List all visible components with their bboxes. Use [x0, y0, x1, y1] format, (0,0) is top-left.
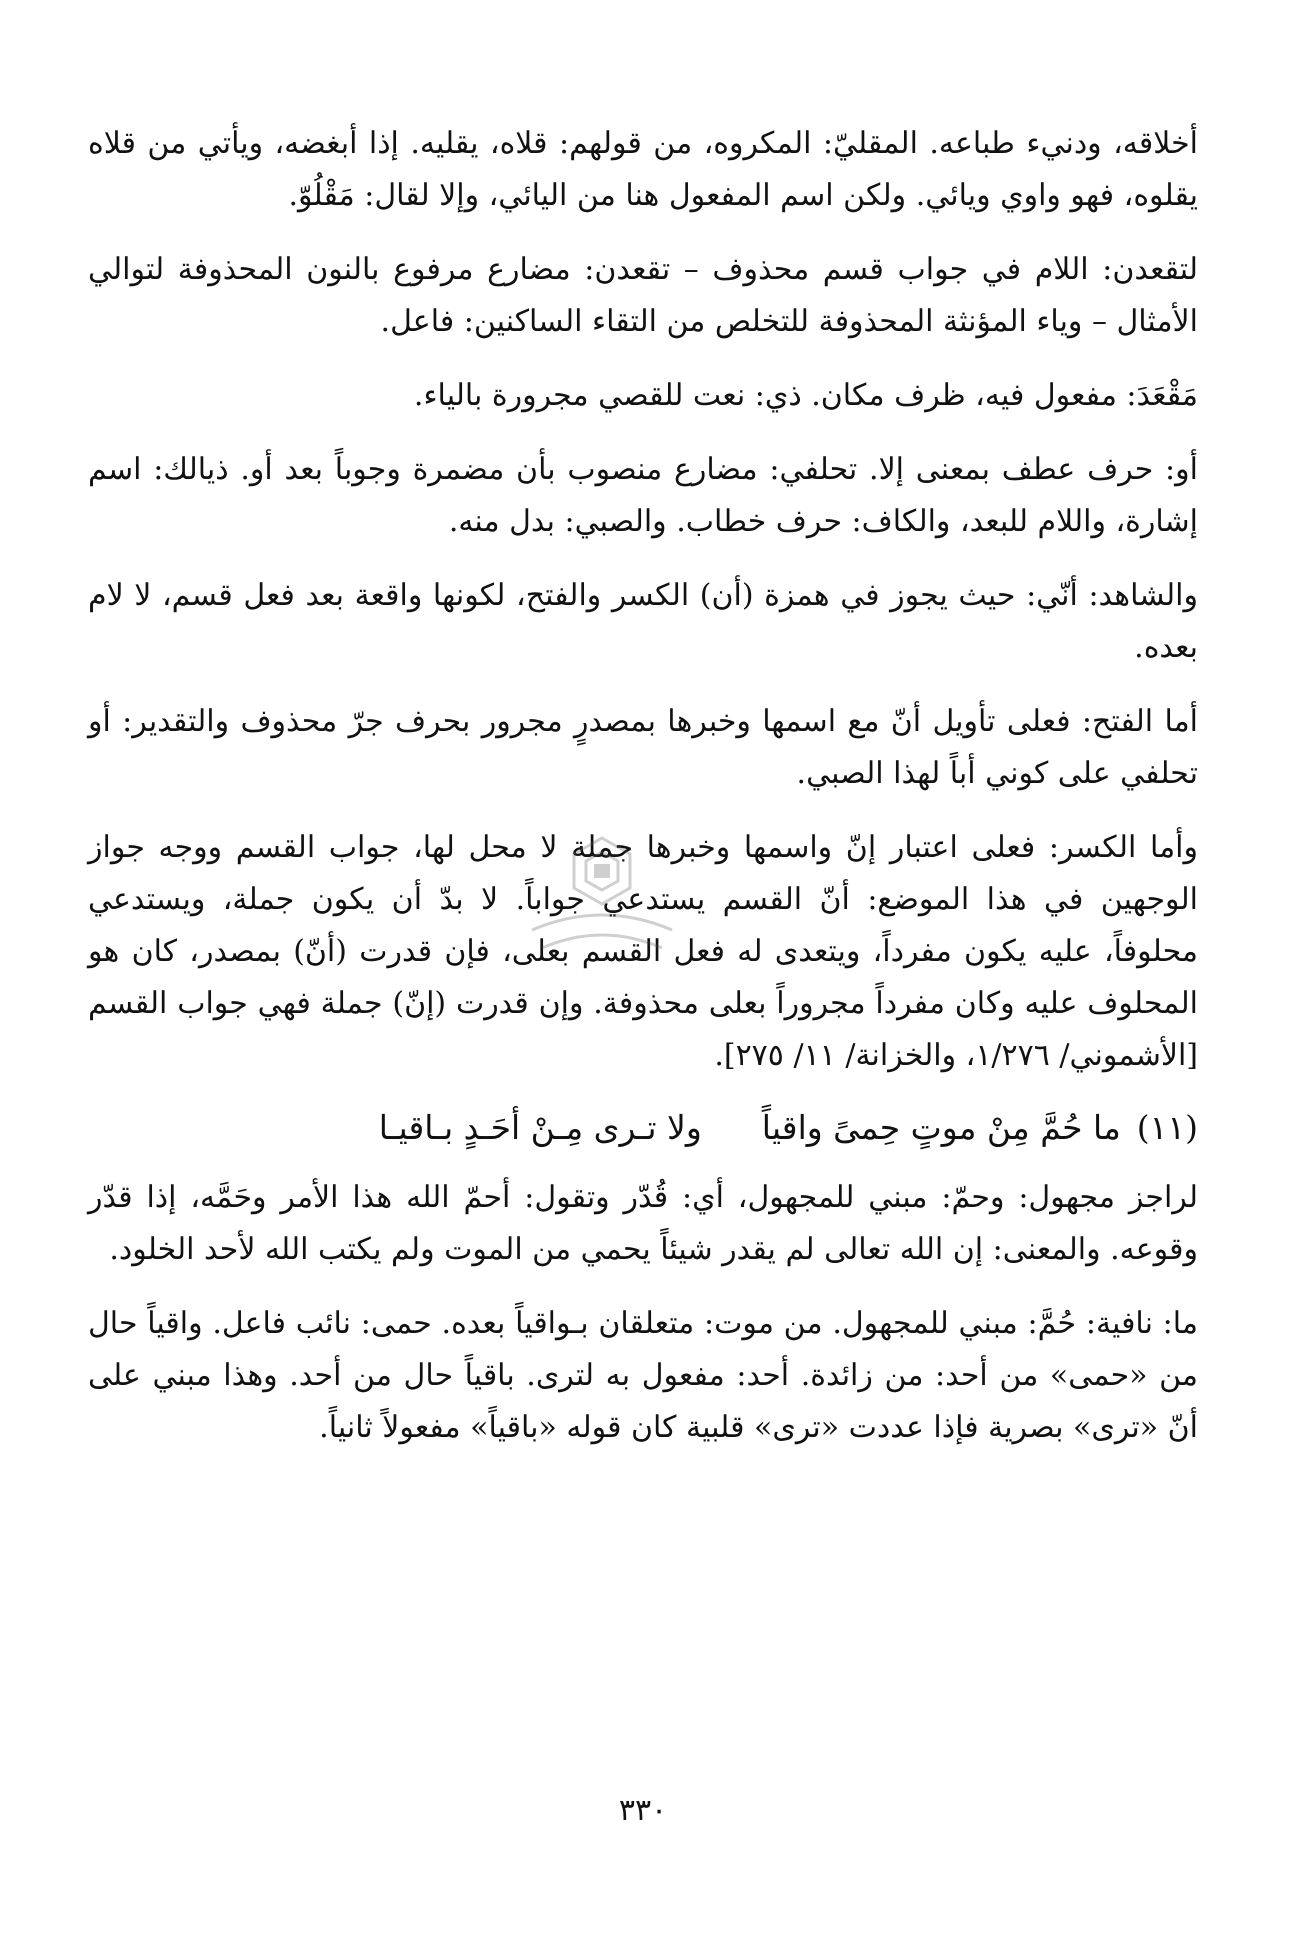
paragraph-irab: ما: نافية: حُمَّ: مبني للمجهول. من موت: متعلقان بـواقياً بعده. حمى: نائب فاعل. واقياً حال من «حمى» من أحد: من زائدة. أحد: مفعول به لترى. باقياً حال من أحد. وهذا مبني على أنّ «ترى» بصرية فإذا عددت «ترى» قلبية كان قوله «باقياً» مفعولاً ثانياً. — [88, 1306, 1198, 1445]
paragraph-fath: أما الفتح: فعلى تأويل أنّ مع اسمها وخبرها بمصدرٍ مجرور بحرف جرّ محذوف والتقدير: أو تحلفي على كوني أباً لهذا الصبي. — [88, 704, 1198, 791]
verse-number: (١١) — [1136, 1108, 1198, 1147]
paragraph-aw: أو: حرف عطف بمعنى إلا. تحلفي: مضارع منصوب بأن مضمرة وجوباً بعد أو. ذيالك: اسم إشارة، واللام للبعد، والكاف: حرف خطاب. والصبي: بدل منه. — [88, 452, 1198, 539]
paragraph-latuqidanna: لتقعدن: اللام في جواب قسم محذوف – تقعدن: مضارع مرفوع بالنون المحذوفة لتوالي الأمثال – وياء المؤنثة المحذوفة للتخلص من التقاء الساكنين: فاعل. — [88, 252, 1198, 339]
paragraph-rajiz: لراجز مجهول: وحمّ: مبني للمجهول، أي: قُدّر وتقول: أحمّ الله هذا الأمر وحَمَّه، إذا قدّر وقوعه. والمعنى: إن الله تعالى لم يقدر شيئاً يحمي من الموت ولم يكتب الله لأحد الخلود. — [88, 1180, 1198, 1267]
paragraph-kasr: وأما الكسر: فعلى اعتبار إنّ واسمها وخبرها جملة لا محل لها، جواب القسم ووجه جواز الوجهين في هذا الموضع: أنّ القسم يستدعي جواباً. لا بدّ أن يكون جملة، ويستدعي محلوفاً، عليه يكون مفرداً، ويتعدى له فعل القسم بعلى، فإن قدرت (أنّ) بمصدر، كان هو المحلوف عليه وكان مفرداً مجروراً بعلى محذوفة. وإن قدرت (إنّ) جملة فهي جواب القسم [الأشموني/ ١/٢٧٦، والخزانة/ ١١/ ٢٧٥]. — [88, 830, 1198, 1073]
verse-second-hemistich: ولا تـرى مِـنْ أحَـدٍ بـاقيـا — [378, 1108, 702, 1147]
paragraph-shahid: والشاهد: أنّي: حيث يجوز في همزة (أن) الكسر والفتح، لكونها واقعة بعد فعل قسم، لا لام بعده. — [88, 578, 1198, 665]
poetry-verse — [88, 1100, 1198, 1156]
paragraph-intro: أخلاقه، ودنيء طباعه. المقليّ: المكروه، من قولهم: قلاه، يقليه. إذا أبغضه، ويأتي من قلاه يقلوه، فهو واوي ويائي. ولكن اسم المفعول هنا من اليائي، وإلا لقال: مَقْلُوّ. — [88, 126, 1198, 213]
verse-first-hemistich: ما حُمَّ مِنْ موتٍ حِمىً واقياً — [761, 1108, 1121, 1147]
paragraph-maqad: مَقْعَدَ: مفعول فيه، ظرف مكان. ذي: نعت للقصي مجرورة بالياء. — [413, 378, 1198, 413]
page-number: ٣٣٠ — [618, 1793, 668, 1828]
document-page — [88, 118, 1198, 1878]
